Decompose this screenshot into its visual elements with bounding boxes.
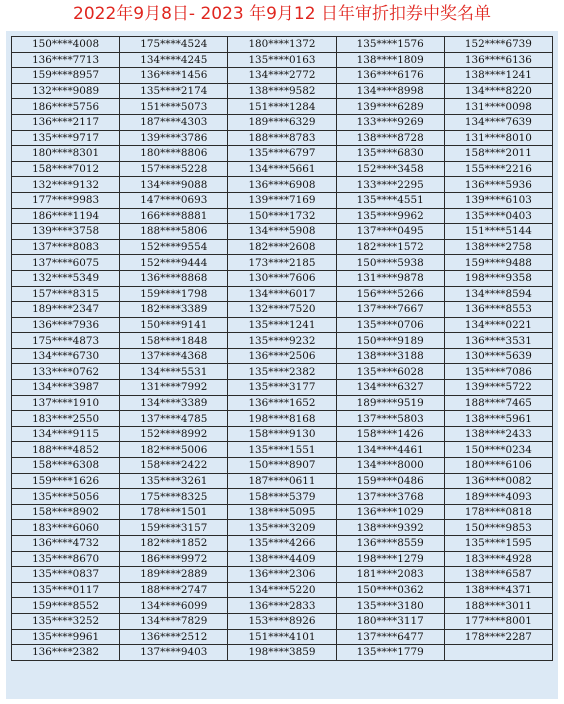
winner-phone-cell: 137****4368	[120, 348, 228, 364]
winner-phone-cell: 134****6327	[336, 380, 444, 396]
winner-phone-cell: 135****5056	[12, 489, 120, 505]
winner-phone-cell: 134****8000	[336, 458, 444, 474]
table-row	[12, 364, 553, 380]
winner-phone-cell: 137****9403	[120, 645, 228, 661]
winner-phone-cell: 135****0163	[228, 52, 336, 68]
winner-phone-cell: 138****2433	[444, 426, 552, 442]
winner-phone-cell: 188****8783	[228, 130, 336, 146]
winner-phone-cell: 137****4785	[120, 411, 228, 427]
winner-phone-cell: 134****5220	[228, 582, 336, 598]
winner-phone-cell: 158****2422	[120, 458, 228, 474]
winner-phone-cell: 134****8220	[444, 83, 552, 99]
winner-phone-cell: 182****2608	[228, 239, 336, 255]
winner-phone-cell: 138****4371	[444, 582, 552, 598]
table-row	[12, 613, 553, 629]
winner-phone-cell: 136****1456	[120, 68, 228, 84]
winner-phone-cell: 159****9488	[444, 255, 552, 271]
winner-phone-cell: 178****2287	[444, 629, 552, 645]
winner-phone-cell: 139****7169	[228, 192, 336, 208]
winner-phone-cell: 135****1551	[228, 442, 336, 458]
winner-phone-cell: 177****9983	[12, 192, 120, 208]
winner-phone-cell: 135****3180	[336, 598, 444, 614]
winner-phone-cell	[444, 645, 552, 661]
table-row	[12, 551, 553, 567]
table-row	[12, 114, 553, 130]
winner-phone-cell: 158****8902	[12, 504, 120, 520]
winner-phone-cell: 135****3261	[120, 473, 228, 489]
winner-phone-cell: 155****2216	[444, 161, 552, 177]
winner-phone-cell: 157****8315	[12, 286, 120, 302]
winner-phone-cell: 189****2889	[120, 567, 228, 583]
winner-phone-cell: 136****2306	[228, 567, 336, 583]
winner-phone-cell: 134****4461	[336, 442, 444, 458]
winner-phone-cell: 135****0117	[12, 582, 120, 598]
winner-phone-cell: 159****8957	[12, 68, 120, 84]
winner-phone-cell: 136****7713	[12, 52, 120, 68]
winner-phone-cell: 137****5803	[336, 411, 444, 427]
winner-phone-cell: 130****5639	[444, 348, 552, 364]
winner-phone-cell: 135****2174	[120, 83, 228, 99]
winner-phone-cell: 135****4266	[228, 536, 336, 552]
winner-phone-cell: 182****3389	[120, 302, 228, 318]
winner-phone-cell: 136****4732	[12, 536, 120, 552]
winner-phone-cell: 159****1626	[12, 473, 120, 489]
winner-phone-cell: 158****5379	[228, 489, 336, 505]
table-row	[12, 426, 553, 442]
table-row	[12, 645, 553, 661]
winner-phone-cell: 135****1779	[336, 645, 444, 661]
winner-phone-cell: 136****2833	[228, 598, 336, 614]
winner-list-panel	[6, 31, 558, 699]
winner-phone-cell: 178****0818	[444, 504, 552, 520]
winner-phone-cell: 152****6739	[444, 37, 552, 53]
winner-phone-cell: 134****6099	[120, 598, 228, 614]
winner-phone-cell: 182****5006	[120, 442, 228, 458]
winner-phone-cell: 136****6136	[444, 52, 552, 68]
table-row	[12, 99, 553, 115]
winner-phone-cell: 137****0495	[336, 224, 444, 240]
winner-phone-cell: 150****0362	[336, 582, 444, 598]
winner-phone-cell: 182****1572	[336, 239, 444, 255]
winner-phone-cell: 136****8559	[336, 536, 444, 552]
winner-phone-cell: 135****8670	[12, 551, 120, 567]
winner-phone-cell: 135****6028	[336, 364, 444, 380]
winner-phone-cell: 135****9962	[336, 208, 444, 224]
winner-phone-cell: 136****2506	[228, 348, 336, 364]
winner-phone-cell: 138****5961	[444, 411, 552, 427]
winner-phone-cell: 131****7992	[120, 380, 228, 396]
table-row	[12, 598, 553, 614]
winner-phone-cell: 166****8881	[120, 208, 228, 224]
winner-phone-cell: 187****4303	[120, 114, 228, 130]
winner-phone-cell: 138****6587	[444, 567, 552, 583]
winner-phone-cell: 135****0706	[336, 317, 444, 333]
winner-phone-cell: 132****7520	[228, 302, 336, 318]
winner-phone-cell: 180****6106	[444, 458, 552, 474]
winner-phone-cell: 150****4008	[12, 37, 120, 53]
winner-phone-cell: 188****2747	[120, 582, 228, 598]
winner-phone-cell: 151****4101	[228, 629, 336, 645]
winner-phone-cell: 180****8806	[120, 146, 228, 162]
winner-phone-cell: 159****8552	[12, 598, 120, 614]
winner-phone-cell: 150****9853	[444, 520, 552, 536]
winner-phone-cell: 180****3117	[336, 613, 444, 629]
winner-phone-cell: 135****3252	[12, 613, 120, 629]
winner-phone-cell: 189****6329	[228, 114, 336, 130]
page-title: 2022年9月8日- 2023 年9月12 日年审折扣券中奖名单	[73, 4, 491, 24]
table-row	[12, 52, 553, 68]
winner-phone-cell: 159****3157	[120, 520, 228, 536]
winner-phone-cell: 186****5756	[12, 99, 120, 115]
winner-phone-cell: 136****3531	[444, 333, 552, 349]
winner-phone-cell: 151****5073	[120, 99, 228, 115]
winner-phone-cell: 135****9232	[228, 333, 336, 349]
winner-phone-cell: 158****1426	[336, 426, 444, 442]
winner-phone-cell: 138****1809	[336, 52, 444, 68]
table-row	[12, 504, 553, 520]
winner-phone-cell: 133****0762	[12, 364, 120, 380]
table-row	[12, 270, 553, 286]
winner-phone-cell: 173****2185	[228, 255, 336, 271]
winner-phone-cell: 151****1284	[228, 99, 336, 115]
winner-phone-cell: 180****1372	[228, 37, 336, 53]
winner-phone-cell: 152****3458	[336, 161, 444, 177]
winner-phone-cell: 152****9554	[120, 239, 228, 255]
winner-phone-cell: 138****9582	[228, 83, 336, 99]
winner-phone-cell: 156****5266	[336, 286, 444, 302]
winner-phone-cell: 136****2512	[120, 629, 228, 645]
table-row	[12, 208, 553, 224]
winner-phone-cell: 138****5095	[228, 504, 336, 520]
winner-phone-cell: 138****4409	[228, 551, 336, 567]
table-row	[12, 255, 553, 271]
winner-phone-cell: 132****5349	[12, 270, 120, 286]
winner-phone-cell: 134****8998	[336, 83, 444, 99]
table-row	[12, 302, 553, 318]
table-row	[12, 68, 553, 84]
table-row	[12, 192, 553, 208]
winner-phone-cell: 188****7465	[444, 395, 552, 411]
winner-phone-cell: 175****4524	[120, 37, 228, 53]
winner-phone-cell: 150****5938	[336, 255, 444, 271]
winner-phone-cell: 136****2382	[12, 645, 120, 661]
winner-phone-cell: 134****8594	[444, 286, 552, 302]
table-row	[12, 520, 553, 536]
table-row	[12, 317, 553, 333]
winner-phone-cell: 198****9358	[444, 270, 552, 286]
winner-phone-cell: 133****9269	[336, 114, 444, 130]
table-row	[12, 239, 553, 255]
winner-phone-cell: 188****4852	[12, 442, 120, 458]
winner-phone-cell: 198****1279	[336, 551, 444, 567]
winner-phone-cell: 150****8907	[228, 458, 336, 474]
winner-phone-cell: 152****8992	[120, 426, 228, 442]
winner-phone-cell: 138****2758	[444, 239, 552, 255]
winner-phone-cell: 182****1852	[120, 536, 228, 552]
winner-phone-cell: 136****1652	[228, 395, 336, 411]
winner-phone-cell: 131****9878	[336, 270, 444, 286]
winner-phone-cell: 135****6797	[228, 146, 336, 162]
winner-phone-cell: 137****6075	[12, 255, 120, 271]
winner-phone-cell: 188****5806	[120, 224, 228, 240]
winner-phone-cell: 135****4551	[336, 192, 444, 208]
winner-phone-cell: 136****8553	[444, 302, 552, 318]
table-row	[12, 473, 553, 489]
winner-phone-cell: 180****8301	[12, 146, 120, 162]
winner-phone-cell: 135****2382	[228, 364, 336, 380]
winner-phone-cell: 139****3786	[120, 130, 228, 146]
winner-phone-cell: 189****9519	[336, 395, 444, 411]
winner-phone-cell: 198****8168	[228, 411, 336, 427]
winner-phone-cell: 134****4245	[120, 52, 228, 68]
winner-phone-cell: 134****6730	[12, 348, 120, 364]
table-row	[12, 286, 553, 302]
winner-phone-cell: 137****3768	[336, 489, 444, 505]
winner-phone-cell: 137****1910	[12, 395, 120, 411]
winner-phone-cell: 150****0234	[444, 442, 552, 458]
winner-phone-cell: 134****9115	[12, 426, 120, 442]
winner-phone-cell: 159****0486	[336, 473, 444, 489]
winner-phone-cell: 136****0082	[444, 473, 552, 489]
table-row	[12, 395, 553, 411]
winner-phone-cell: 153****8926	[228, 613, 336, 629]
winner-phone-cell: 138****1241	[444, 68, 552, 84]
table-row	[12, 224, 553, 240]
winner-phone-cell: 136****8868	[120, 270, 228, 286]
winner-phone-cell: 134****3987	[12, 380, 120, 396]
winner-phone-cell: 158****2011	[444, 146, 552, 162]
winner-phone-cell: 139****5722	[444, 380, 552, 396]
table-row	[12, 348, 553, 364]
winner-phone-cell: 135****1241	[228, 317, 336, 333]
winner-phone-cell: 183****2550	[12, 411, 120, 427]
winner-phone-cell: 131****8010	[444, 130, 552, 146]
winner-phone-cell: 183****4928	[444, 551, 552, 567]
winner-phone-cell: 134****5661	[228, 161, 336, 177]
winner-phone-cell: 135****1595	[444, 536, 552, 552]
winner-phone-cell: 134****0221	[444, 317, 552, 333]
winner-phone-cell: 135****3177	[228, 380, 336, 396]
winner-phone-cell: 135****6830	[336, 146, 444, 162]
winner-phone-cell: 133****2295	[336, 177, 444, 193]
winner-phone-cell: 150****9141	[120, 317, 228, 333]
winner-phone-cell: 152****9444	[120, 255, 228, 271]
winner-phone-cell: 135****1576	[336, 37, 444, 53]
table-row	[12, 177, 553, 193]
winner-phone-cell: 135****7086	[444, 364, 552, 380]
winner-phone-cell: 175****8325	[120, 489, 228, 505]
winner-phone-cell: 136****7936	[12, 317, 120, 333]
table-row	[12, 146, 553, 162]
winner-phone-cell: 137****6477	[336, 629, 444, 645]
winner-phone-cell: 135****3209	[228, 520, 336, 536]
winner-phone-cell: 159****1798	[120, 286, 228, 302]
winner-phone-cell: 186****1194	[12, 208, 120, 224]
winner-phone-cell: 158****7012	[12, 161, 120, 177]
winner-phone-cell: 187****0611	[228, 473, 336, 489]
winner-phone-cell: 139****6103	[444, 192, 552, 208]
table-row	[12, 380, 553, 396]
table-row	[12, 629, 553, 645]
table-row	[12, 582, 553, 598]
table-row	[12, 442, 553, 458]
winner-phone-cell: 132****9089	[12, 83, 120, 99]
winner-phone-cell: 189****4093	[444, 489, 552, 505]
winner-phone-cell: 136****6908	[228, 177, 336, 193]
winner-phone-cell: 139****6289	[336, 99, 444, 115]
winner-phone-cell: 136****6176	[336, 68, 444, 84]
winner-phone-cell: 136****2117	[12, 114, 120, 130]
winner-phone-cell: 151****5144	[444, 224, 552, 240]
table-row	[12, 411, 553, 427]
table-row	[12, 567, 553, 583]
table-row	[12, 536, 553, 552]
winner-table-body	[12, 37, 553, 661]
table-row	[12, 489, 553, 505]
winner-phone-cell: 136****1029	[336, 504, 444, 520]
winner-phone-cell: 138****9392	[336, 520, 444, 536]
winner-phone-cell: 134****6017	[228, 286, 336, 302]
winner-phone-cell: 136****5936	[444, 177, 552, 193]
winner-phone-cell: 157****5228	[120, 161, 228, 177]
winner-phone-cell: 158****9130	[228, 426, 336, 442]
winner-phone-cell: 189****2347	[12, 302, 120, 318]
winner-phone-cell: 134****2772	[228, 68, 336, 84]
winner-phone-cell: 134****5908	[228, 224, 336, 240]
winner-phone-cell: 138****3188	[336, 348, 444, 364]
winner-phone-cell: 150****1732	[228, 208, 336, 224]
winner-phone-cell: 135****0403	[444, 208, 552, 224]
winner-phone-cell: 134****7829	[120, 613, 228, 629]
winner-phone-cell: 131****0098	[444, 99, 552, 115]
winner-phone-cell: 183****6060	[12, 520, 120, 536]
winner-phone-cell: 137****8083	[12, 239, 120, 255]
table-row	[12, 83, 553, 99]
winner-phone-cell: 158****6308	[12, 458, 120, 474]
table-row	[12, 161, 553, 177]
winner-phone-cell: 175****4873	[12, 333, 120, 349]
winner-phone-cell: 134****7639	[444, 114, 552, 130]
winner-phone-cell: 150****9189	[336, 333, 444, 349]
winner-phone-cell: 178****1501	[120, 504, 228, 520]
winner-phone-cell: 188****3011	[444, 598, 552, 614]
winner-phone-cell: 147****0693	[120, 192, 228, 208]
winner-phone-cell: 186****9972	[120, 551, 228, 567]
winner-phone-cell: 135****0837	[12, 567, 120, 583]
table-row	[12, 130, 553, 146]
winner-phone-cell: 139****3758	[12, 224, 120, 240]
table-row	[12, 37, 553, 53]
table-row	[12, 333, 553, 349]
winner-phone-cell: 135****9961	[12, 629, 120, 645]
winner-phone-cell: 132****9132	[12, 177, 120, 193]
winner-phone-cell: 134****3389	[120, 395, 228, 411]
winner-phone-cell: 134****9088	[120, 177, 228, 193]
winner-phone-cell: 177****8001	[444, 613, 552, 629]
winner-phone-cell: 138****8728	[336, 130, 444, 146]
table-row	[12, 458, 553, 474]
winner-phone-cell: 135****9717	[12, 130, 120, 146]
winner-phone-cell: 134****5531	[120, 364, 228, 380]
winner-phone-cell: 181****2083	[336, 567, 444, 583]
winner-phone-cell: 158****1848	[120, 333, 228, 349]
winner-table	[11, 36, 553, 661]
winner-phone-cell: 130****7606	[228, 270, 336, 286]
winner-phone-cell: 137****7667	[336, 302, 444, 318]
winner-phone-cell: 198****3859	[228, 645, 336, 661]
